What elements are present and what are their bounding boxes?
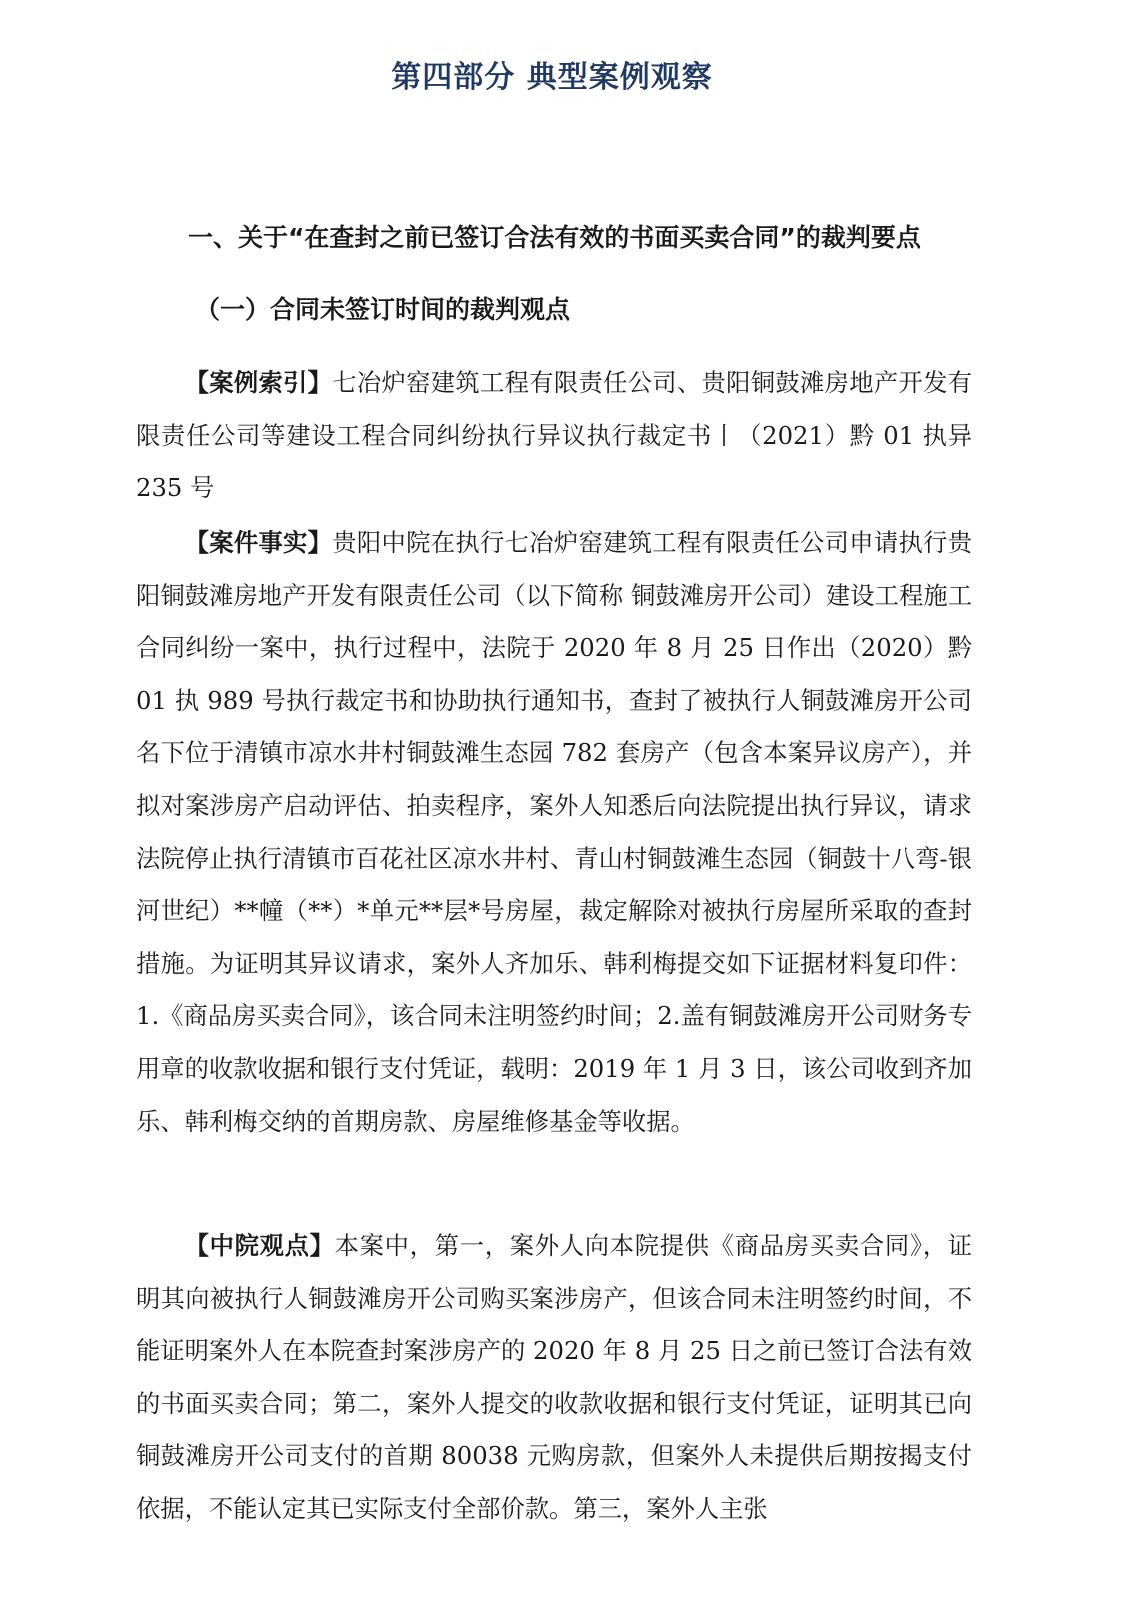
case-facts-label: 【案件事实】 [184, 528, 333, 557]
case-index-paragraph [136, 357, 972, 515]
court-view-label: 【中院观点】 [184, 1231, 335, 1260]
case-facts-text: 贵阳中院在执行七冶炉窑建筑工程有限责任公司申请执行贵阳铜鼓滩房地产开发有限责任公司（以下简称 铜鼓滩房开公司）建设工程施工合同纠纷一案中，执行过程中，法院于 2020 年 8 月 25 日作出（2020）黔 01 执 989 号执行裁定书和协助执行通知书，查封了被执行人铜鼓滩房开公司名下位于清镇市凉水井村铜鼓滩生态园 782 套房产（包含本案异议房产），并拟对案涉房产启动评估、拍卖程序，案外人知悉后向法院提出执行异议，请求法院停止执行清镇市百花社区凉水井村、青山村铜鼓滩生态园（铜鼓十八弯-银河世纪）**幢（**）*单元**层*号房屋，裁定解除对被执行房屋所采取的查封措施。为证明其异议请求，案外人齐加乐、韩利梅提交如下证据材料复印件：1.《商品房买卖合同》，该合同未注明签约时间；2.盖有铜鼓滩房开公司财务专用章的收款收据和银行支付凭证，载明：2019 年 1 月 3 日，该公司收到齐加乐、韩利梅交纳的首期房款、房屋维修基金等收据。 [136, 528, 973, 1136]
subsection-heading: （一）合同未签订时间的裁判观点 [195, 295, 571, 324]
case-index-label: 【案例索引】 [184, 368, 333, 397]
case-index-text: 七冶炉窑建筑工程有限责任公司、贵阳铜鼓滩房地产开发有限责任公司等建设工程合同纠纷执行异议执行裁定书丨（2021）黔 01 执异 235 号 [136, 368, 973, 503]
court-view-text: 本案中，第一，案外人向本院提供《商品房买卖合同》，证明其向被执行人铜鼓滩房开公司购买案涉房产，但该合同未注明签约时间，不能证明案外人在本院查封案涉房产的 2020 年 8 月 25 日之前已签订合法有效的书面买卖合同；第二，案外人提交的收款收据和银行支付凭证，证明其已向铜鼓滩房开公司支付的首期 80038 元购房款，但案外人未提供后期按揭支付依据，不能认定其已实际支付全部价款。第三，案外人主张 [136, 1231, 973, 1523]
court-view-paragraph [136, 1220, 972, 1536]
case-facts-paragraph [136, 517, 972, 1148]
section-heading: 一、关于“在查封之前已签订合法有效的书面买卖合同”的裁判要点 [188, 223, 921, 252]
part-title: 第四部分 典型案例观察 [391, 60, 713, 95]
